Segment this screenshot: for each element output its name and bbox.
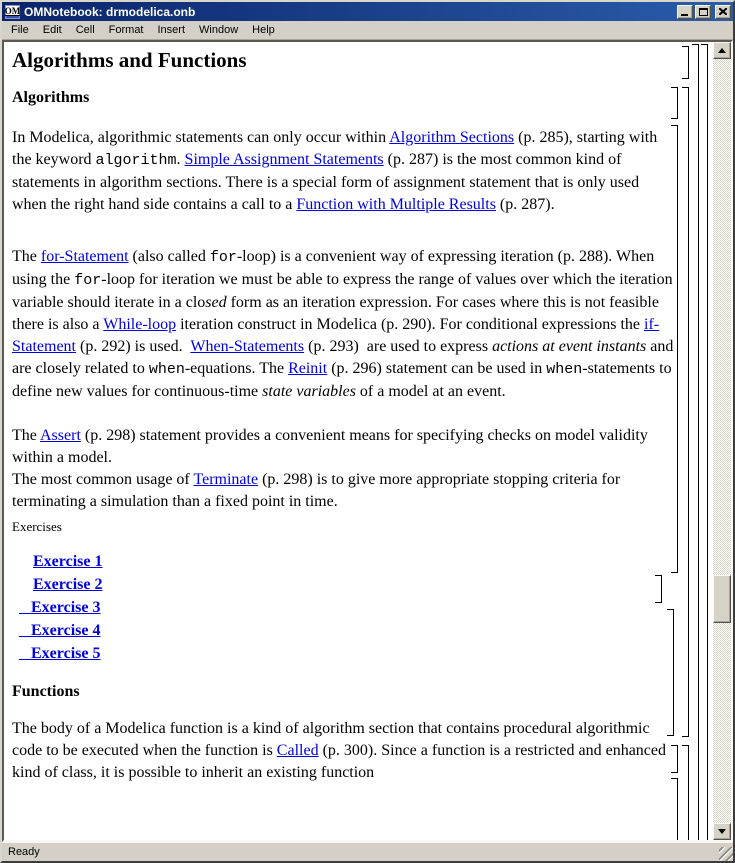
menu-file[interactable]: File bbox=[11, 24, 29, 36]
minimize-icon bbox=[681, 14, 688, 16]
text-run: form as an iteration expression. For cases where this is not feasible there is also a bbox=[12, 294, 659, 333]
link-terminate[interactable]: Terminate bbox=[193, 471, 259, 488]
exercise-link-exercise-5[interactable]: Exercise 5 bbox=[19, 645, 101, 662]
text-run: -statements to define new values for continuous-time bbox=[12, 360, 672, 400]
arrow-down-icon bbox=[718, 829, 726, 834]
text-run: (p. 292) is used. bbox=[75, 338, 191, 355]
menu-edit[interactable]: Edit bbox=[42, 24, 62, 36]
paragraph bbox=[12, 425, 674, 513]
scrollbar-down-button[interactable] bbox=[713, 823, 731, 840]
text-run: iteration construct in Modelica (p. 290). For conditional expressions the bbox=[176, 316, 645, 333]
close-icon bbox=[719, 8, 727, 15]
text-run: In Modelica, algorithmic statements can only occur within bbox=[12, 129, 390, 146]
code-text: for bbox=[74, 272, 102, 289]
exercise-row bbox=[19, 643, 676, 666]
section-heading-functions: Functions bbox=[12, 683, 80, 700]
status-text: Ready bbox=[8, 846, 40, 858]
exercise-link-exercise-4[interactable]: Exercise 4 bbox=[19, 622, 101, 639]
exercise-link-exercise-1[interactable]: Exercise 1 bbox=[33, 553, 103, 570]
scrollbar-track[interactable] bbox=[713, 59, 731, 823]
group-bracket-algorithms[interactable] bbox=[682, 87, 689, 737]
code-text: for bbox=[209, 249, 237, 266]
text-run: -loop for iteration we must be able to express the range of values over which the iteration variable should iterate in a clo bbox=[12, 271, 673, 311]
text-run: (p. 285), starting with the keyword bbox=[12, 129, 658, 168]
link-if-statement[interactable]: if-Statement bbox=[12, 316, 660, 355]
arrow-up-icon bbox=[718, 48, 726, 53]
paragraph bbox=[12, 127, 674, 216]
text-run: (also called bbox=[128, 248, 210, 265]
paragraph bbox=[12, 246, 674, 403]
link-algorithm-sections[interactable]: Algorithm Sections bbox=[389, 129, 515, 146]
resize-grip[interactable] bbox=[719, 847, 733, 861]
text-run: The bbox=[12, 427, 40, 444]
cell-bracket-functions-text[interactable] bbox=[671, 778, 678, 840]
paragraph bbox=[12, 718, 674, 784]
menu-cell[interactable]: Cell bbox=[75, 24, 95, 36]
text-run: and are closely related to bbox=[12, 338, 674, 377]
maximize-icon bbox=[699, 8, 708, 16]
exercise-row bbox=[33, 574, 676, 597]
menu-insert[interactable]: Insert bbox=[157, 24, 186, 36]
section-heading-algorithms: Algorithms bbox=[12, 89, 90, 106]
text-run: of a model at an event. bbox=[355, 383, 506, 400]
window-title: OMNotebook: drmodelica.onb bbox=[24, 4, 196, 19]
italic-text: sed bbox=[205, 294, 227, 311]
title-bar bbox=[2, 2, 733, 21]
cell-bracket-algorithms-head[interactable] bbox=[671, 87, 678, 119]
text-run: (p. 300). Since a function is a restricted and enhanced kind of class, it is possible to inherit an existing function bbox=[12, 742, 666, 781]
menu-window[interactable]: Window bbox=[199, 24, 239, 36]
notebook-view bbox=[2, 40, 733, 842]
menu-bar bbox=[2, 21, 733, 40]
exercise-row bbox=[19, 620, 676, 643]
text-run: . bbox=[176, 151, 185, 168]
menu-help[interactable]: Help bbox=[252, 24, 275, 36]
text-run: (p. 296) statement can be used in bbox=[327, 360, 547, 377]
scrollbar-thumb[interactable] bbox=[713, 575, 731, 623]
link-for-statement[interactable]: for-Statement bbox=[40, 248, 129, 265]
text-run: The most common usage of bbox=[12, 471, 194, 488]
maximize-button[interactable] bbox=[695, 5, 711, 19]
exercises-label: Exercises bbox=[12, 519, 62, 534]
exercise-row bbox=[33, 551, 676, 574]
link-while-loop[interactable]: While-loop bbox=[103, 316, 177, 333]
exercise-link-exercise-3[interactable]: Exercise 3 bbox=[19, 599, 101, 616]
link-simple-assignment-statements[interactable]: Simple Assignment Statements bbox=[184, 151, 384, 168]
link-reinit[interactable]: Reinit bbox=[288, 360, 328, 377]
text-run: (p. 298) is to give more appropriate stopping criteria for terminating a simulation than a fixed point in time. bbox=[12, 471, 621, 510]
code-text: when bbox=[148, 361, 185, 378]
notebook-content bbox=[4, 42, 676, 784]
link-assert[interactable]: Assert bbox=[40, 427, 81, 444]
scrollbar-up-button[interactable] bbox=[713, 42, 731, 59]
code-text: algorithm bbox=[95, 152, 177, 169]
text-run: (p. 287). bbox=[495, 196, 555, 213]
text-run: The body of a Modelica function is a kind of algorithm section that contains procedural algorithmic code to be executed when the function is bbox=[12, 720, 650, 759]
text-run: The bbox=[12, 248, 41, 265]
text-run: (p. 298) statement provides a convenient means for specifying checks on model validity within a model. bbox=[12, 427, 648, 466]
cell-bracket-functions-head[interactable] bbox=[671, 745, 678, 773]
minimize-button[interactable] bbox=[677, 5, 693, 19]
menu-format[interactable]: Format bbox=[108, 24, 144, 36]
text-run: (p. 287) is the most common kind of statements in algorithm sections. There is a special form of assignment statement that is only used when the right hand side contains a call to a bbox=[12, 151, 640, 213]
code-text: when bbox=[546, 361, 583, 378]
italic-text: actions at event instants bbox=[492, 338, 647, 355]
window-controls bbox=[677, 5, 731, 19]
text-run: -loop) is a convenient way of expressing iteration (p. 288). When using the bbox=[12, 248, 655, 288]
notebook-title: Algorithms and Functions bbox=[12, 48, 247, 72]
text-run: -equations. The bbox=[184, 360, 289, 377]
exercise-link-exercise-2[interactable]: Exercise 2 bbox=[33, 576, 103, 593]
text-run: (p. 293) are used to express bbox=[304, 338, 493, 355]
group-bracket-document[interactable] bbox=[701, 44, 708, 840]
app-icon[interactable] bbox=[5, 5, 20, 19]
status-bar bbox=[2, 842, 733, 861]
cell-bracket-algorithms-text[interactable] bbox=[671, 125, 678, 573]
link-called[interactable]: Called bbox=[276, 742, 319, 759]
group-bracket-functions[interactable] bbox=[682, 745, 689, 840]
link-when-statements[interactable]: When-Statements bbox=[190, 338, 305, 355]
cell-bracket-title[interactable] bbox=[682, 46, 689, 79]
link-function-with-multiple-results[interactable]: Function with Multiple Results bbox=[296, 196, 496, 213]
cell-bracket-exercises-label[interactable] bbox=[655, 575, 662, 603]
group-bracket-exercises[interactable] bbox=[667, 609, 674, 736]
exercise-row bbox=[19, 597, 676, 620]
vertical-scrollbar[interactable] bbox=[713, 42, 731, 840]
group-bracket-chapter[interactable] bbox=[692, 44, 699, 840]
italic-text: state variables bbox=[262, 383, 356, 400]
app-icon-text: OM bbox=[4, 5, 21, 16]
close-button[interactable] bbox=[715, 5, 731, 19]
